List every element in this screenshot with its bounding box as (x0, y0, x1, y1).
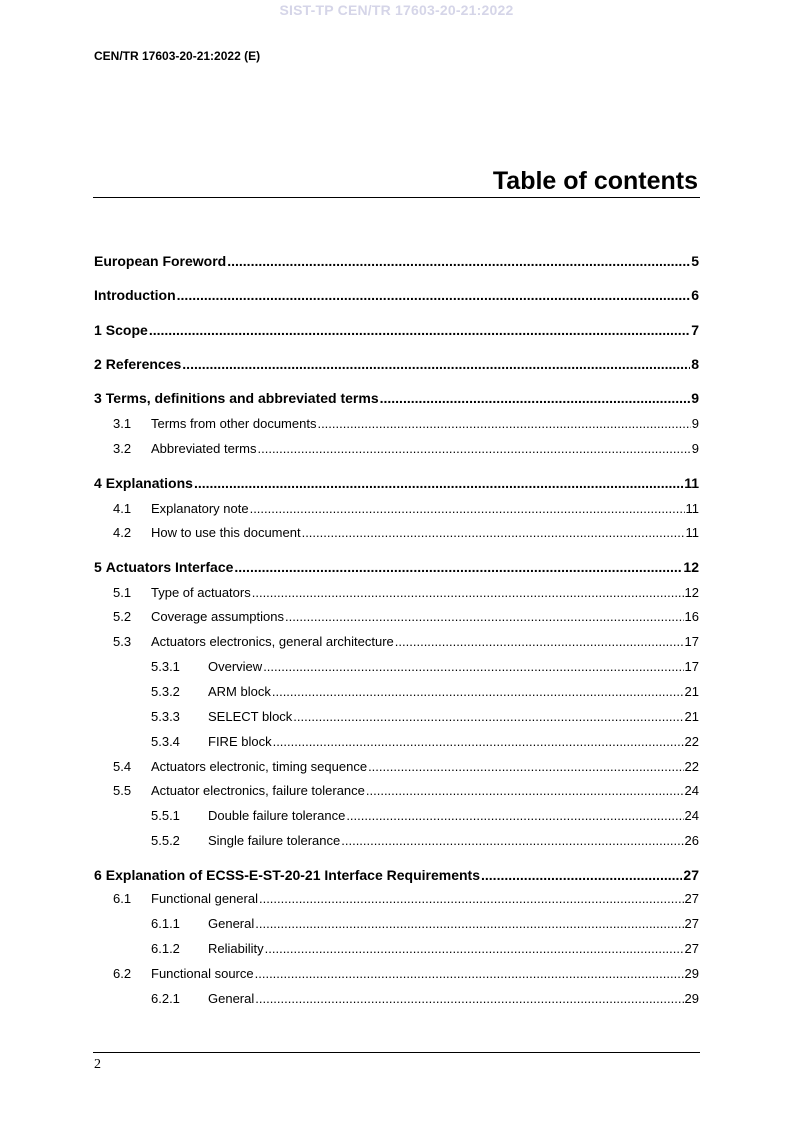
toc-entry-page: 24 (684, 783, 699, 798)
toc-entry-page: 9 (691, 416, 699, 431)
toc-entry-title: Terms, definitions and abbreviated terms (105, 390, 379, 406)
toc-entry-page: 12 (683, 559, 699, 575)
toc-entry[interactable] (94, 253, 699, 271)
toc-entry-title: Actuators Interface (105, 559, 234, 575)
toc-entry-number: 5.5.2 (151, 833, 180, 848)
toc-entry-page: 21 (684, 709, 699, 724)
toc-dot-leader (149, 322, 690, 338)
toc-entry-title: European Foreword (94, 253, 227, 269)
toc-entry[interactable] (94, 475, 699, 493)
toc-entry-page: 27 (683, 867, 699, 883)
toc-entry-title: Reliability (208, 941, 264, 956)
toc-dot-leader (234, 559, 682, 575)
toc-entry[interactable] (94, 501, 699, 519)
toc-entry[interactable] (94, 322, 699, 340)
toc-dot-leader (252, 585, 684, 600)
toc-entry-title: Explanatory note (151, 501, 249, 516)
toc-entry-title: Explanation of ECSS-E-ST-20-21 Interface Requirements (105, 867, 481, 883)
toc-dot-leader (380, 390, 691, 406)
toc-entry[interactable] (94, 287, 699, 305)
toc-entry-page: 7 (691, 322, 699, 338)
toc-entry-title: Overview (208, 659, 263, 674)
toc-entry[interactable] (94, 684, 699, 702)
toc-entry-number: 4.2 (113, 525, 132, 540)
toc-entry-number: 5 (94, 559, 102, 575)
document-id-header: CEN/TR 17603-20-21:2022 (E) (94, 49, 261, 63)
toc-entry-number: 5.3.4 (151, 734, 180, 749)
toc-entry-title: Abbreviated terms (151, 441, 257, 456)
toc-entry-number: 5.4 (113, 759, 132, 774)
toc-entry-number: 4.1 (113, 501, 132, 516)
toc-entry-page: 17 (684, 634, 699, 649)
toc-entry-number: 5.3.3 (151, 709, 180, 724)
toc-entry-title: Functional general (151, 891, 258, 906)
toc-entry-page: 11 (685, 501, 699, 516)
toc-entry-title: SELECT block (208, 709, 293, 724)
toc-entry-title: Actuators electronic, timing sequence (151, 759, 368, 774)
toc-entry-page: 5 (691, 253, 699, 269)
toc-entry-page: 9 (691, 441, 699, 456)
toc-entry-number: 5.1 (113, 585, 132, 600)
toc-entry-page: 27 (684, 941, 699, 956)
toc-entry[interactable] (94, 416, 699, 434)
toc-entry-number: 5.5 (113, 783, 132, 798)
toc-entry-title: Single failure tolerance (208, 833, 341, 848)
toc-entry[interactable] (94, 585, 699, 603)
toc-entry-page: 17 (684, 659, 699, 674)
toc-entry-page: 9 (691, 390, 699, 406)
toc-entry[interactable] (94, 559, 699, 577)
toc-entry-number: 5.3 (113, 634, 132, 649)
toc-dot-leader (285, 609, 684, 624)
toc-entry-title: FIRE block (208, 734, 272, 749)
toc-dot-leader (366, 783, 684, 798)
toc-dot-leader (346, 808, 683, 823)
toc-entry-number: 5.3.2 (151, 684, 180, 699)
toc-entry-page: 11 (684, 475, 699, 491)
toc-dot-leader (263, 659, 683, 674)
watermark: SIST-TP CEN/TR 17603-20-21:2022 (279, 2, 514, 18)
toc-dot-leader (341, 833, 683, 848)
title-divider (93, 197, 700, 198)
toc-dot-leader (273, 734, 684, 749)
toc-entry[interactable] (94, 609, 699, 627)
toc-entry-page: 11 (685, 525, 699, 540)
toc-entry-number: 5.2 (113, 609, 132, 624)
toc-entry-title: ARM block (208, 684, 271, 699)
toc-entry[interactable] (94, 525, 699, 543)
toc-dot-leader (302, 525, 685, 540)
toc-entry-title: Terms from other documents (151, 416, 317, 431)
toc-entry-title: Functional source (151, 966, 254, 981)
toc-entry-title: Introduction (94, 287, 176, 303)
toc-dot-leader (317, 416, 690, 431)
toc-entry[interactable] (94, 891, 699, 909)
toc-entry-title: Actuators electronics, general architecture (151, 634, 394, 649)
toc-entry[interactable] (94, 941, 699, 959)
toc-entry-number: 6.2.1 (151, 991, 180, 1006)
toc-entry[interactable] (94, 783, 699, 801)
toc-entry-page: 12 (684, 585, 699, 600)
toc-entry[interactable] (94, 659, 699, 677)
toc-entry-page: 6 (691, 287, 699, 303)
toc-entry-page: 22 (684, 734, 699, 749)
toc-entry-title: Type of actuators (151, 585, 251, 600)
toc-dot-leader (395, 634, 684, 649)
toc-entry-title: How to use this document (151, 525, 301, 540)
toc-entry[interactable] (94, 734, 699, 752)
toc-entry-number: 2 (94, 356, 102, 372)
toc-dot-leader (368, 759, 683, 774)
toc-entry[interactable] (94, 441, 699, 459)
toc-dot-leader (293, 709, 683, 724)
toc-entry-page: 21 (684, 684, 699, 699)
toc-entry-title: Coverage assumptions (151, 609, 284, 624)
toc-entry-number: 6.1.1 (151, 916, 180, 931)
toc-dot-leader (255, 916, 683, 931)
toc-entry-title: Actuator electronics, failure tolerance (151, 783, 365, 798)
page-title: Table of contents (492, 167, 698, 195)
toc-entry-number: 4 (94, 475, 102, 491)
toc-entry[interactable] (94, 356, 699, 374)
toc-entry[interactable] (94, 709, 699, 727)
toc-entry[interactable] (94, 916, 699, 934)
toc-entry[interactable] (94, 991, 699, 1009)
toc-entry-number: 3.1 (113, 416, 132, 431)
toc-entry-title: Explanations (105, 475, 193, 491)
toc-dot-leader (481, 867, 682, 883)
toc-entry-number: 1 (94, 322, 102, 338)
toc-entry-page: 27 (684, 891, 699, 906)
toc-dot-leader (272, 684, 684, 699)
toc-entry-page: 27 (684, 916, 699, 931)
toc-entry-page: 29 (684, 991, 699, 1006)
toc-entry-page: 16 (684, 609, 699, 624)
toc-dot-leader (177, 287, 691, 303)
toc-entry-page: 24 (684, 808, 699, 823)
toc-entry-number: 3.2 (113, 441, 132, 456)
toc-entry-number: 5.3.1 (151, 659, 180, 674)
toc-entry[interactable] (94, 833, 699, 851)
toc-dot-leader (182, 356, 690, 372)
toc-entry-title: References (105, 356, 182, 372)
toc-dot-leader (250, 501, 685, 516)
toc-entry[interactable] (94, 808, 699, 826)
toc-entry[interactable] (94, 634, 699, 652)
toc-entry-page: 22 (684, 759, 699, 774)
toc-entry-page: 26 (684, 833, 699, 848)
toc-entry-title: General (208, 991, 255, 1006)
toc-entry-number: 6.1.2 (151, 941, 180, 956)
toc-dot-leader (258, 441, 691, 456)
toc-entry-number: 6.2 (113, 966, 132, 981)
toc-entry-number: 3 (94, 390, 102, 406)
toc-entry-number: 5.5.1 (151, 808, 180, 823)
toc-entry-number: 6 (94, 867, 102, 883)
toc-dot-leader (255, 966, 684, 981)
toc-dot-leader (259, 891, 684, 906)
toc-entry[interactable] (94, 867, 699, 885)
toc-dot-leader (265, 941, 684, 956)
toc-entry[interactable] (94, 390, 699, 408)
toc-dot-leader (255, 991, 683, 1006)
toc-dot-leader (227, 253, 690, 269)
toc-entry-title: General (208, 916, 255, 931)
toc-dot-leader (194, 475, 683, 491)
toc-entry[interactable] (94, 759, 699, 777)
toc-entry-title: Double failure tolerance (208, 808, 346, 823)
toc-entry[interactable] (94, 966, 699, 984)
toc-entry-page: 29 (684, 966, 699, 981)
page-number: 2 (94, 1057, 101, 1072)
toc-entry-number: 6.1 (113, 891, 132, 906)
toc-entry-page: 8 (691, 356, 699, 372)
toc-entry-title: Scope (105, 322, 148, 338)
footer-divider (93, 1052, 700, 1053)
